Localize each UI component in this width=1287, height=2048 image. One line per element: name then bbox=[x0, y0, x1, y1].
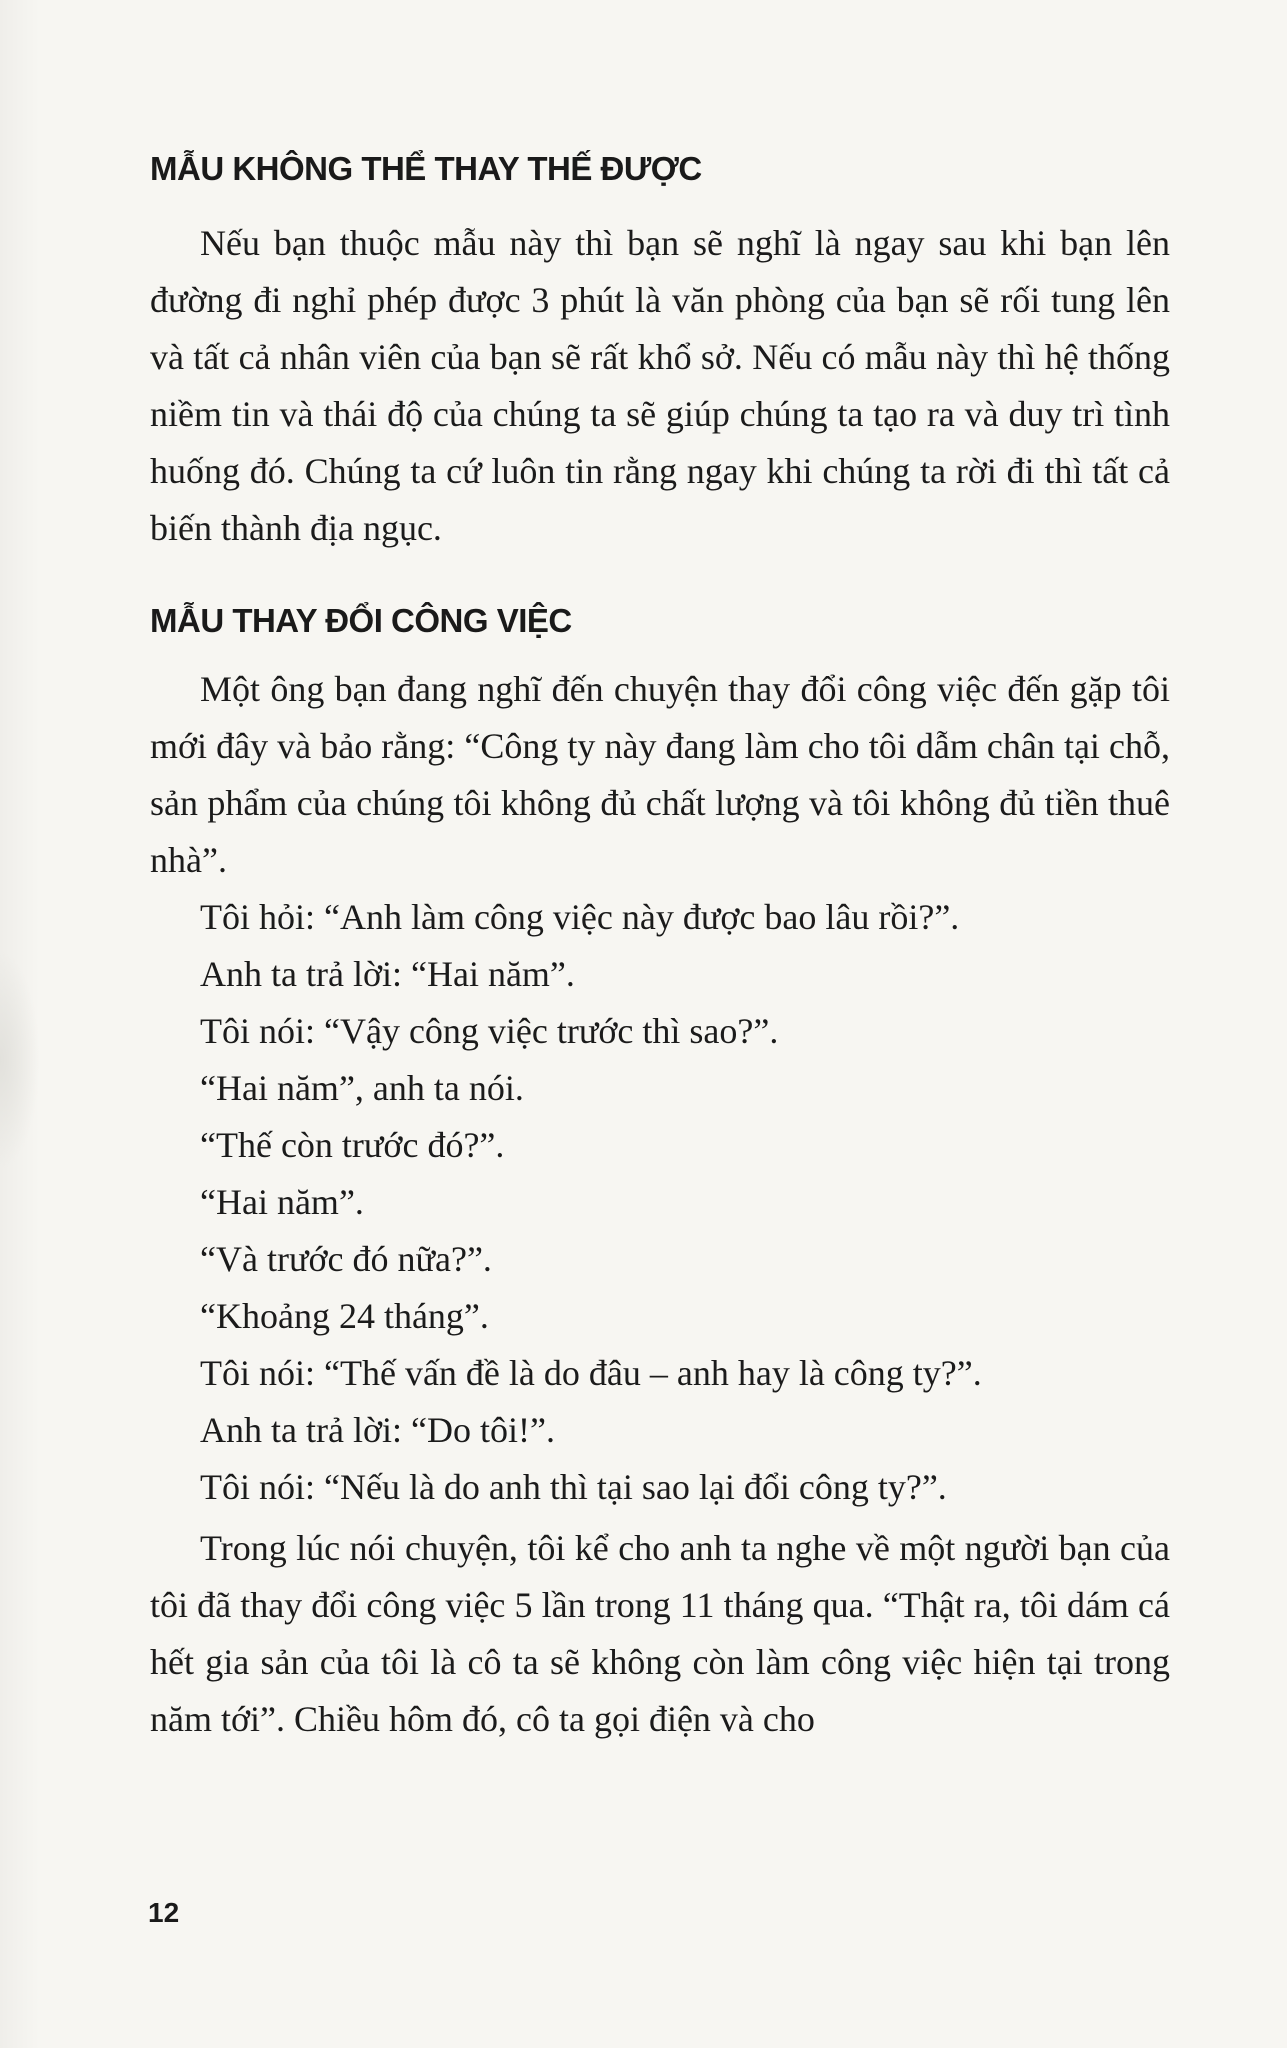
dialog-line: Tôi hỏi: “Anh làm công việc này được bao lâu rồi?”. bbox=[200, 897, 960, 937]
section-paragraph-irreplaceable: Nếu bạn thuộc mẫu này thì bạn sẽ nghĩ là ngay sau khi bạn lên đường đi nghỉ phép được 3 phút là văn phòng của bạn sẽ rối tung lên và tất cả nhân viên của bạn sẽ rất khổ sở. Nếu có mẫu này thì hệ thống niềm tin và thái độ của chúng ta sẽ giúp chúng ta tạo ra và duy trì tình huống đó. Chúng ta cứ luôn tin rằng ngay khi chúng ta rời đi thì tất cả biến thành địa ngục. bbox=[150, 223, 1170, 548]
dialog-line: Tôi nói: “Thế vấn đề là do đâu – anh hay là công ty?”. bbox=[200, 1353, 982, 1393]
dialog-line: Anh ta trả lời: “Do tôi!”. bbox=[200, 1410, 555, 1450]
dialog-line: “Hai năm”, anh ta nói. bbox=[200, 1068, 524, 1108]
section-closing-paragraph: Trong lúc nói chuyện, tôi kể cho anh ta nghe về một người bạn của tôi đã thay đổi công việc 5 lần trong 11 tháng qua. “Thật ra, tôi dám cá hết gia sản của tôi là cô ta sẽ không còn làm công việc hiện tại trong năm tới”. Chiều hôm đó, cô ta gọi điện và cho bbox=[150, 1528, 1170, 1739]
section-heading-irreplaceable: MẪU KHÔNG THỂ THAY THẾ ĐƯỢC bbox=[150, 150, 702, 187]
dialog-line: “Thế còn trước đó?”. bbox=[200, 1125, 505, 1165]
dialog-line: Anh ta trả lời: “Hai năm”. bbox=[200, 954, 575, 994]
page-curl-shadow bbox=[0, 950, 40, 1170]
page-number: 12 bbox=[148, 1897, 180, 1928]
page-content bbox=[150, 145, 1170, 1748]
section-heading-job-change: MẪU THAY ĐỔI CÔNG VIỆC bbox=[150, 602, 572, 639]
dialog-line: Tôi nói: “Nếu là do anh thì tại sao lại đổi công ty?”. bbox=[200, 1467, 947, 1507]
dialog-line: “Và trước đó nữa?”. bbox=[200, 1239, 492, 1279]
section-intro-paragraph: Một ông bạn đang nghĩ đến chuyện thay đổi công việc đến gặp tôi mới đây và bảo rằng: “Công ty này đang làm cho tôi dẫm chân tại chỗ, sản phẩm của chúng tôi không đủ chất lượng và tôi không đủ tiền thuê nhà”. bbox=[150, 669, 1170, 880]
dialog-line: Tôi nói: “Vậy công việc trước thì sao?”. bbox=[200, 1011, 779, 1051]
dialog-line: “Hai năm”. bbox=[200, 1182, 364, 1222]
dialog-line: “Khoảng 24 tháng”. bbox=[200, 1296, 489, 1336]
